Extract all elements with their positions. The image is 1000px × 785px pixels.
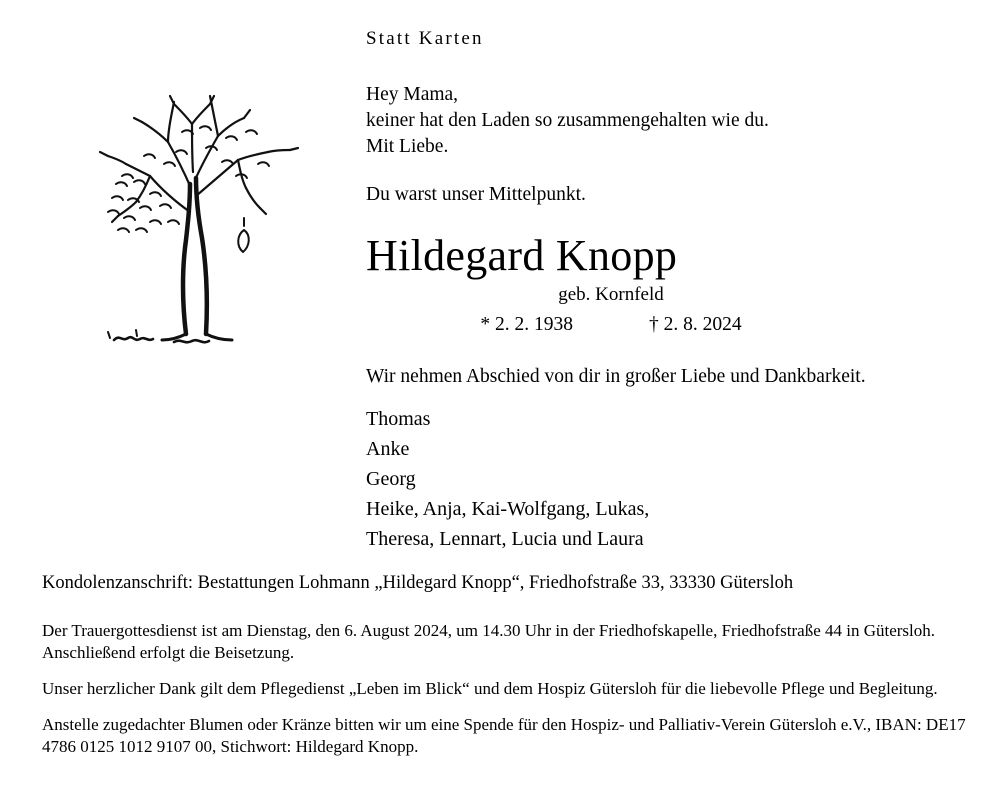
footer-paragraph-donation: Anstelle zugedachter Blumen oder Kränze bitten wir um eine Spende für den Hospiz- und Palliativ-Verein Gütersloh e.V., IBAN: DE17 4786 0125 1012 9107 00, Stichwort: Hildegard Knopp.	[42, 715, 966, 756]
mourners-list	[366, 404, 966, 554]
death-date: † 2. 8. 2024	[649, 314, 742, 335]
mourner-name: Georg	[366, 468, 416, 490]
footer-paragraph-service: Der Trauergottesdienst ist am Dienstag, den 6. August 2024, um 14.30 Uhr in der Friedhofskapelle, Friedhofstraße 44 in Gütersloh. Anschließend erfolgt die Beisetzung.	[42, 621, 936, 662]
birth-date: * 2. 2. 1938	[480, 314, 573, 335]
mourner-name: Theresa, Lennart, Lucia und Laura	[366, 528, 644, 550]
center-line: Du warst unser Mittelpunkt.	[366, 184, 586, 205]
footer-notes	[42, 620, 968, 758]
mourner-name: Thomas	[366, 408, 431, 430]
life-dates	[366, 314, 856, 336]
tree-illustration	[78, 72, 308, 362]
obituary-text-column	[366, 28, 966, 554]
deceased-name: Hildegard Knopp	[366, 231, 678, 280]
maiden-name: geb. Kornfeld	[558, 284, 664, 305]
heading-statt-karten: Statt Karten	[366, 28, 484, 49]
condolence-address: Kondolenzanschrift: Bestattungen Lohmann „Hildegard Knopp“, Friedhofstraße 33, 33330 Gütersloh	[42, 573, 794, 593]
farewell-line: Wir nehmen Abschied von dir in großer Liebe und Dankbarkeit.	[366, 366, 866, 387]
mourner-name: Heike, Anja, Kai-Wolfgang, Lukas,	[366, 498, 650, 520]
spacer	[366, 160, 966, 182]
message-line-2: keiner hat den Laden so zusammengehalten wie du.	[366, 110, 769, 131]
tree-icon	[78, 72, 308, 362]
footer-paragraph-thanks: Unser herzlicher Dank gilt dem Pflegedienst „Leben im Blick“ und dem Hospiz Gütersloh für die liebevolle Pflege und Begleitung.	[42, 679, 938, 698]
message-line-1: Hey Mama,	[366, 84, 459, 105]
message-line-3: Mit Liebe.	[366, 136, 449, 157]
mourner-name: Anke	[366, 438, 410, 460]
